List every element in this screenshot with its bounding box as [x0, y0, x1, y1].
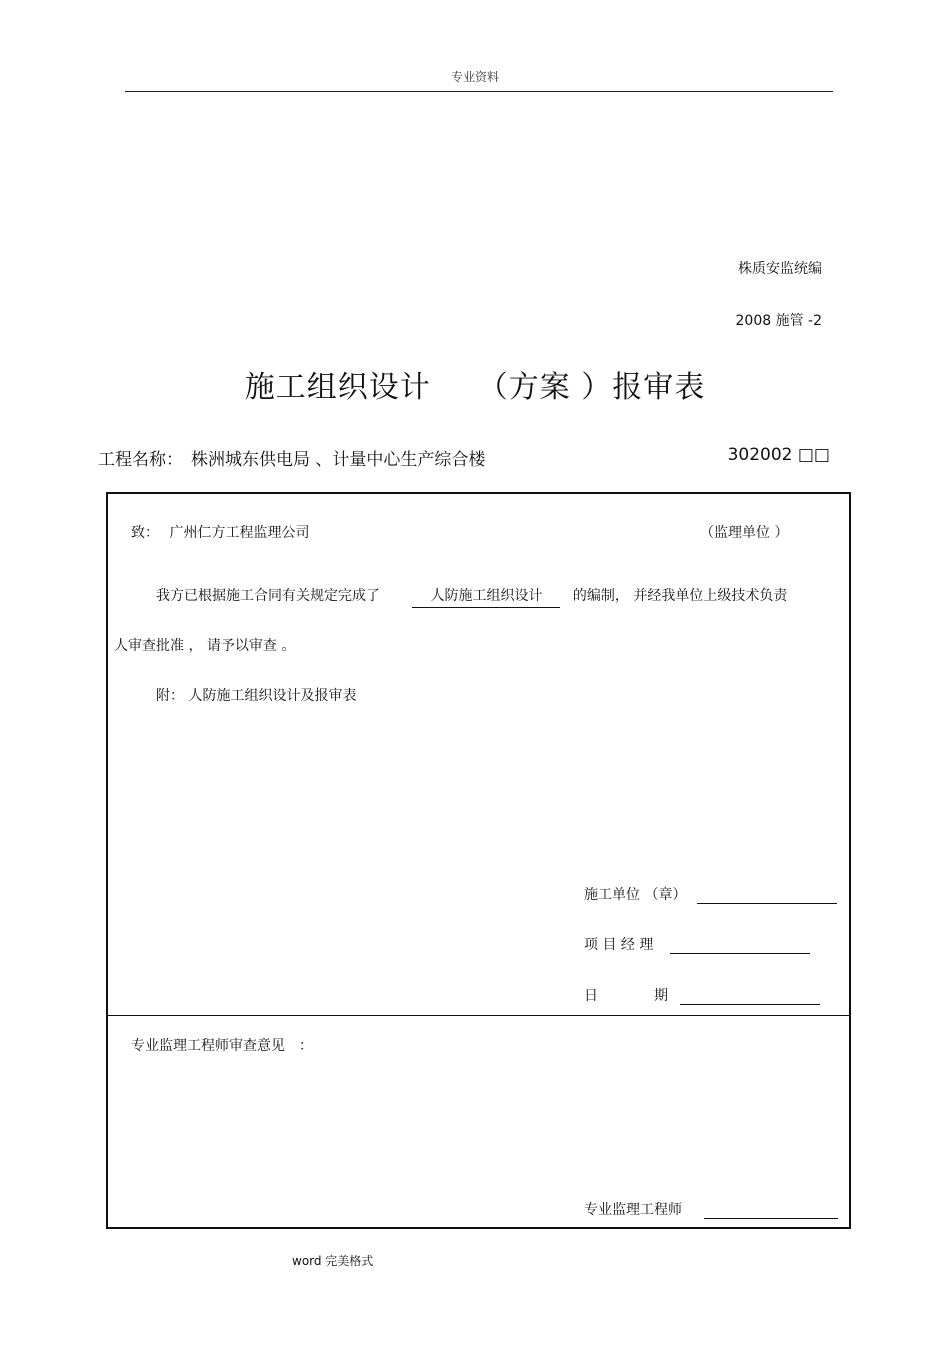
- sign-unit-row: [584, 884, 837, 904]
- sign-date-line: [680, 990, 820, 1005]
- addressee-row: [131, 522, 309, 542]
- submission-statement: [156, 585, 787, 608]
- statement-suffix: 的编制， 并经我单位上级技术负责: [572, 588, 788, 604]
- page-footer: word 完美格式: [292, 1254, 374, 1268]
- issuer-label: 株质安监统编: [738, 261, 822, 277]
- table-divider: [106, 1015, 851, 1016]
- addressee-label: 致：: [131, 525, 159, 541]
- document-title: 施工组织设计 （方案 ）报审表: [244, 370, 706, 405]
- sign-unit-line: [697, 889, 837, 904]
- sign-manager-row: [584, 934, 810, 954]
- engineer-sign-row: [584, 1199, 838, 1219]
- page-header: 专业资料: [450, 70, 499, 84]
- statement-filled-item: 人防施工组织设计: [412, 585, 560, 608]
- supervisor-opinion-label: 专业监理工程师审查意见 ：: [131, 1038, 313, 1054]
- statement-prefix: 我方已根据施工合同有关规定完成了: [156, 588, 380, 604]
- engineer-sign-label: 专业监理工程师: [584, 1202, 682, 1218]
- attachment-line: 附： 人防施工组织设计及报审表: [156, 688, 357, 704]
- project-name-label: 工程名称：: [98, 450, 183, 470]
- project-name-value: 株洲城东供电局 、计量中心生产综合楼: [191, 450, 486, 470]
- addressee-unit: （监理单位 ）: [700, 525, 789, 541]
- document-number: 302002 □□: [727, 445, 830, 465]
- sign-date-label: 日 期: [584, 988, 668, 1004]
- project-name-row: [98, 445, 485, 470]
- header-rule: [125, 91, 833, 92]
- sign-date-row: [584, 985, 820, 1005]
- sign-manager-label: 项 目 经 理: [584, 937, 654, 953]
- statement-line2: 人审查批准 ， 请予以审查 。: [114, 638, 296, 654]
- engineer-sign-line: [704, 1204, 838, 1219]
- form-code: 2008 施管 -2: [735, 313, 822, 329]
- addressee-value: 广州仁方工程监理公司: [169, 525, 310, 541]
- sign-manager-line: [670, 939, 810, 954]
- sign-unit-label: 施工单位 （章）: [584, 887, 687, 903]
